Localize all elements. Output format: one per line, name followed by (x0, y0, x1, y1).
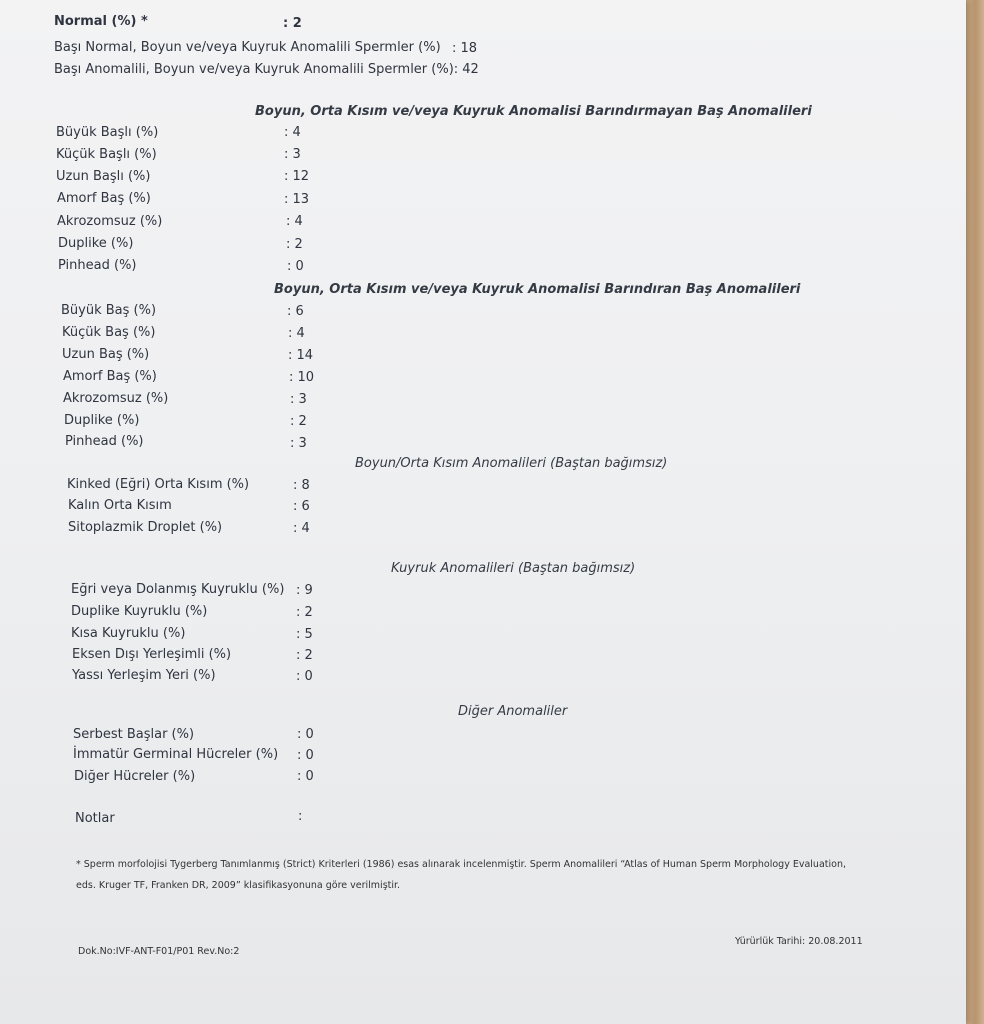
row-label: Diğer Hücreler (%) (74, 769, 196, 784)
row-label: Yassı Yerleşim Yeri (%) (72, 668, 216, 683)
head-normal-label: Başı Normal, Boyun ve/veya Kuyruk Anomalili Spermler (%) (54, 40, 441, 55)
row-value: : 9 (296, 583, 313, 598)
notes-label: Notlar (75, 811, 115, 826)
row-label: Kalın Orta Kısım (68, 498, 172, 513)
row-label: Eksen Dışı Yerleşimli (%) (72, 647, 232, 662)
row-value: : 0 (297, 748, 314, 763)
row-value: : 12 (284, 169, 310, 184)
row-value: : 8 (293, 478, 310, 493)
row-value: : 0 (297, 727, 314, 742)
row-label: İmmatür Germinal Hücreler (%) (73, 747, 279, 762)
row-label: Duplike Kuyruklu (%) (71, 604, 208, 619)
row-value: : 6 (287, 304, 304, 319)
row-value: : 4 (288, 326, 305, 341)
effective-date: Yürürlük Tarihi: 20.08.2011 (735, 936, 863, 947)
head-anomalous-row: Başı Anomalili, Boyun ve/veya Kuyruk Anomalili Spermler (%): 42 (54, 62, 479, 77)
row-value: : 2 (290, 414, 307, 429)
row-value: : 2 (296, 605, 313, 620)
notes-value: : (298, 809, 303, 824)
row-value: : 0 (296, 669, 313, 684)
normal-value: : 2 (283, 16, 302, 31)
document-number: Dok.No:IVF-ANT-F01/P01 Rev.No:2 (78, 946, 240, 957)
normal-label: Normal (%) * (54, 14, 148, 29)
row-value: : 4 (284, 125, 301, 140)
row-value: : 5 (296, 627, 313, 642)
section-title: Boyun, Orta Kısım ve/veya Kuyruk Anomalisi Barındıran Baş Anomalileri (274, 282, 801, 297)
row-label: Uzun Başlı (%) (56, 169, 151, 184)
row-value: : 3 (290, 392, 307, 407)
row-label: Akrozomsuz (%) (63, 391, 169, 406)
row-label: Serbest Başlar (%) (73, 727, 195, 742)
row-label: Akrozomsuz (%) (57, 214, 163, 229)
row-label: Duplike (%) (64, 413, 140, 428)
row-value: : 13 (284, 192, 310, 207)
section-title: Boyun, Orta Kısım ve/veya Kuyruk Anomalisi Barındırmayan Baş Anomalileri (255, 104, 812, 119)
row-label: Büyük Başlı (%) (56, 125, 159, 140)
row-value: : 2 (286, 237, 303, 252)
row-label: Pinhead (%) (65, 434, 144, 449)
row-value: : 0 (287, 259, 304, 274)
row-label: Kinked (Eğri) Orta Kısım (%) (67, 477, 250, 492)
row-label: Küçük Başlı (%) (56, 147, 157, 162)
row-label: Sitoplazmik Droplet (%) (68, 520, 223, 535)
row-value: : 10 (289, 370, 315, 385)
row-label: Kısa Kuyruklu (%) (71, 626, 186, 641)
row-value: : 2 (296, 648, 313, 663)
row-value: : 6 (293, 499, 310, 514)
row-value: : 14 (288, 348, 314, 363)
head-normal-value: : 18 (452, 41, 478, 56)
row-value: : 0 (297, 769, 314, 784)
footnote-line-2: eds. Kruger TF, Franken DR, 2009” klasifikasyonuna göre verilmiştir. (76, 880, 401, 891)
section-title: Diğer Anomaliler (458, 704, 568, 719)
section-title: Kuyruk Anomalileri (Baştan bağımsız) (391, 561, 636, 576)
row-label: Eğri veya Dolanmış Kuyruklu (%) (71, 582, 285, 597)
row-label: Uzun Baş (%) (62, 347, 150, 362)
row-label: Büyük Baş (%) (61, 303, 157, 318)
row-label: Duplike (%) (58, 236, 134, 251)
row-label: Küçük Baş (%) (62, 325, 156, 340)
row-value: : 3 (290, 436, 307, 451)
footnote-line-1: * Sperm morfolojisi Tygerberg Tanımlanmış (Strict) Kriterleri (1986) esas alınarak incelenmiştir. Sperm Anomalileri “Atlas of Human Sperm Morphology Evaluation, (76, 859, 846, 870)
row-label: Amorf Baş (%) (63, 369, 157, 384)
row-value: : 4 (286, 214, 303, 229)
row-label: Pinhead (%) (58, 258, 137, 273)
section-title: Boyun/Orta Kısım Anomalileri (Baştan bağımsız) (355, 456, 668, 471)
row-value: : 3 (284, 147, 301, 162)
row-label: Amorf Baş (%) (57, 191, 151, 206)
row-value: : 4 (293, 521, 310, 536)
